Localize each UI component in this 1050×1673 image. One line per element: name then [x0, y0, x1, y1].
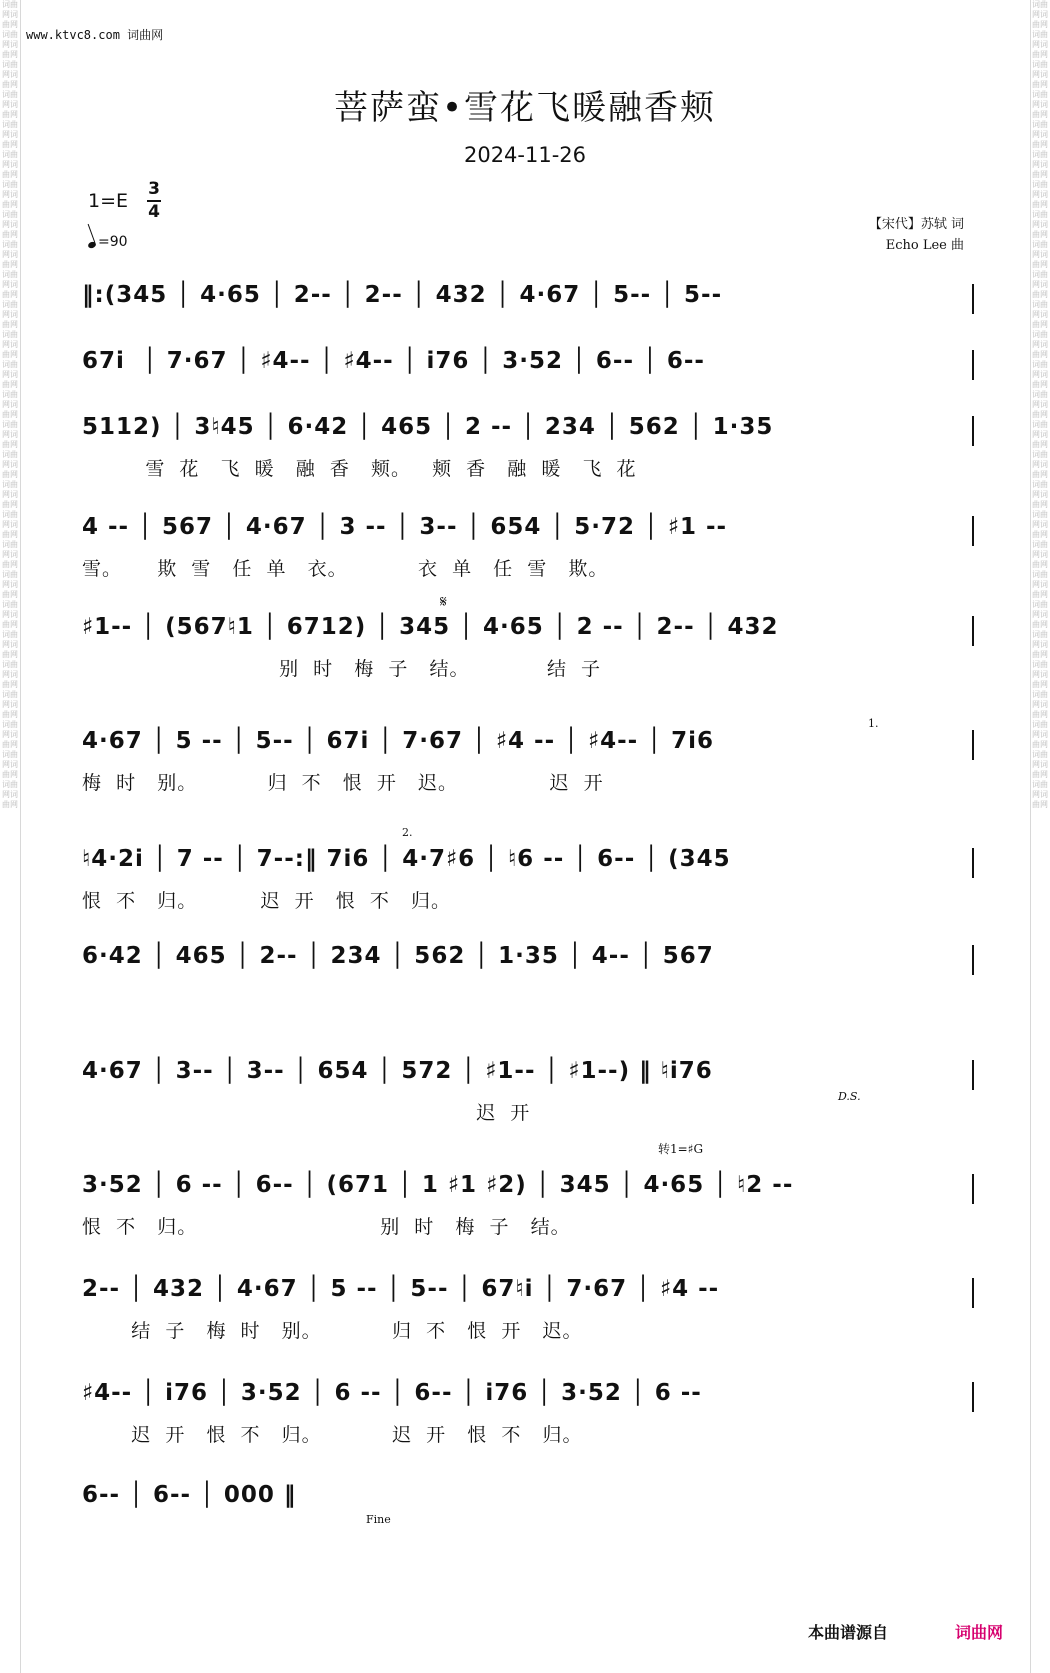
time-signature [147, 180, 161, 222]
margin-line-left [20, 0, 21, 1673]
lyrics-text: 别 时 梅 子 结。 结 子 [82, 658, 602, 680]
barline [972, 1382, 974, 1412]
lyrics-text: 恨 不 归。 迟 开 恨 不 归。 [82, 890, 451, 912]
notes-text: ♮4·2i │ 7 -- │ 7--:‖ 7i6 │ 4·7♯6 │ ♮6 -- │ 6-- │ (345 [82, 846, 731, 872]
segno-mark: 𝄋 [440, 592, 447, 611]
notes-text: ♯4-- │ i76 │ 3·52 │ 6 -- │ 6-- │ i76 │ 3·52 │ 6 -- [82, 1380, 702, 1406]
credits [869, 214, 964, 256]
footer-source: 本曲谱源自 [808, 1623, 889, 1642]
barline [972, 284, 974, 314]
watermark-left: 词曲网词曲网词曲网词曲网词曲网词曲网词曲网词曲网词曲网词曲网词曲网词曲网词曲网词曲网词曲网词曲网词曲网词曲网词曲网词曲网词曲网词曲网词曲网词曲网词曲网词曲网词曲网词曲网词曲网词曲网词曲网词曲网词曲网词曲网词曲网词曲网词曲网词曲网词曲网词曲网词曲网词曲网词曲网词曲网词曲网词曲网词曲网词曲网词曲网词曲网词曲网词曲网词曲网词曲网 [2, 0, 18, 809]
barline [972, 616, 974, 646]
footer-logo[interactable]: 词曲网 [955, 1623, 1004, 1642]
barline [972, 350, 974, 380]
barline [972, 945, 974, 975]
meter-top: 3 [148, 179, 160, 199]
margin-line-right [1030, 0, 1031, 1673]
barline [972, 516, 974, 546]
tempo-value: =90 [98, 234, 128, 250]
barline [972, 848, 974, 878]
composer: Echo Lee 曲 [885, 238, 964, 253]
quarter-note-icon [87, 241, 97, 249]
notes-text: 2-- │ 432 │ 4·67 │ 5 -- │ 5-- │ 67♮i │ 7·67 │ ♯4 -- [82, 1276, 720, 1302]
notes-text: ‖:(345 │ 4·65 │ 2-- │ 2-- │ 432 │ 4·67 │ 5-- │ 5-- [82, 282, 723, 308]
song-date: 2024-11-26 [463, 143, 587, 167]
notes-text: 4 -- │ 567 │ 4·67 │ 3 -- │ 3-- │ 654 │ 5·72 │ ♯1 -- [82, 514, 728, 540]
lyrics-text: 恨 不 归。 别 时 梅 子 结。 [82, 1216, 571, 1238]
lyrics-text: 结 子 梅 时 别。 归 不 恨 开 迟。 [82, 1320, 583, 1342]
notes-text: ♯1-- │ (567♮1 │ 6712) │ 345 │ 4·65 │ 2 -- │ 2-- │ 432 [82, 614, 779, 640]
fine-mark: Fine [366, 1513, 391, 1526]
barline [972, 1278, 974, 1308]
tempo-mark [88, 234, 128, 250]
barline [972, 416, 974, 446]
lyricist: 【宋代】苏轼 词 [868, 217, 964, 232]
notes-text: 4·67 │ 5 -- │ 5-- │ 67i │ 7·67 │ ♯4 -- │ ♯4-- │ 7i6 [82, 728, 714, 754]
lyrics-text: 迟 开 恨 不 归。 迟 开 恨 不 归。 [82, 1424, 583, 1446]
lyrics-text: 雪。 欺 雪 任 单 衣。 衣 单 任 雪 欺。 [82, 558, 609, 580]
notes-text: 4·67 │ 3-- │ 3-- │ 654 │ 572 │ ♯1-- │ ♯1--) ‖ ♮i76 [82, 1058, 713, 1084]
ds-mark: D.S. [838, 1090, 861, 1103]
notes-text: 67i │ 7·67 │ ♯4-- │ ♯4-- │ i76 │ 3·52 │ 6-- │ 6-- [82, 348, 705, 374]
watermark-right: 词曲网词曲网词曲网词曲网词曲网词曲网词曲网词曲网词曲网词曲网词曲网词曲网词曲网词曲网词曲网词曲网词曲网词曲网词曲网词曲网词曲网词曲网词曲网词曲网词曲网词曲网词曲网词曲网词曲网词曲网词曲网词曲网词曲网词曲网词曲网词曲网词曲网词曲网词曲网词曲网词曲网词曲网词曲网词曲网词曲网词曲网词曲网词曲网词曲网词曲网词曲网词曲网词曲网词曲网 [1032, 0, 1048, 809]
volta-1-label: 1. [868, 717, 879, 730]
volta-2-label: 2. [402, 826, 413, 839]
notes-text: 6-- │ 6-- │ 000 ‖ [82, 1482, 297, 1508]
song-title: 菩萨蛮•雪花飞暖融香颊 [333, 88, 717, 128]
modulation-mark: 转1=♯G [658, 1142, 704, 1156]
site-url[interactable]: www.ktvc8.com 词曲网 [26, 28, 164, 42]
meter-bottom: 4 [148, 202, 160, 222]
lyrics-text: 梅 时 别。 归 不 恨 开 迟。 迟 开 [82, 772, 604, 794]
lyrics-text: 雪 花 飞 暖 融 香 颊。 颊 香 融 暖 飞 花 [82, 458, 637, 480]
lyrics-text: 迟 开 [82, 1102, 531, 1124]
barline [972, 1174, 974, 1204]
barline [972, 730, 974, 760]
notes-text: 6·42 │ 465 │ 2-- │ 234 │ 562 │ 1·35 │ 4-- │ 567 [82, 943, 714, 969]
key-signature: 1=E [88, 190, 129, 212]
notes-text: 5112) │ 3♮45 │ 6·42 │ 465 │ 2 -- │ 234 │ 562 │ 1·35 [82, 414, 774, 440]
notes-text: 3·52 │ 6 -- │ 6-- │ (671 │ 1 ♯1 ♯2) │ 345 │ 4·65 │ ♮2 -- [82, 1172, 794, 1198]
barline [972, 1060, 974, 1090]
